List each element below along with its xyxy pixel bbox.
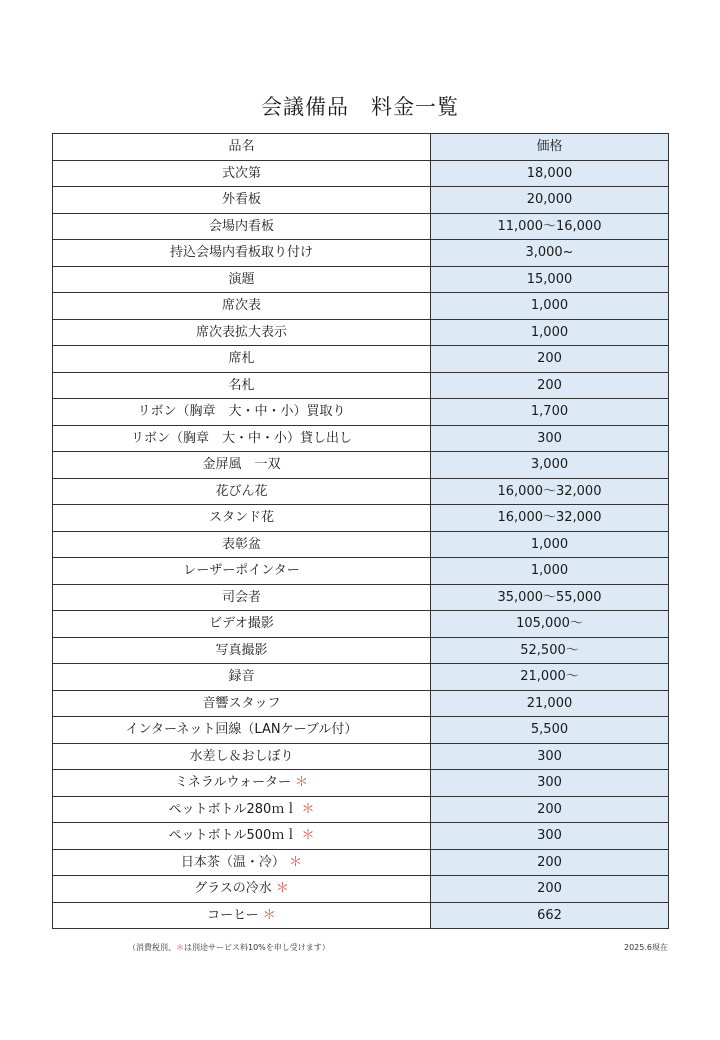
- table-header-row: [53, 134, 669, 161]
- item-name-cell: [53, 505, 431, 532]
- item-name-cell: [53, 611, 431, 638]
- item-name: 持込会場内看板取り付け: [169, 245, 313, 261]
- item-price: 662: [431, 902, 669, 929]
- item-name-cell: [53, 823, 431, 850]
- table-row: [53, 849, 669, 876]
- item-price: 20,000: [431, 187, 669, 214]
- table-row: [53, 531, 669, 558]
- item-name-cell: [53, 160, 431, 187]
- item-price: 3,000~: [431, 240, 669, 267]
- item-price: 200: [431, 372, 669, 399]
- item-name-cell: [53, 902, 431, 929]
- item-name: 司会者: [221, 589, 261, 605]
- item-price: 1,000: [431, 293, 669, 320]
- service-charge-star: ＊: [275, 881, 289, 897]
- item-name-cell: [53, 293, 431, 320]
- item-price: 300: [431, 425, 669, 452]
- service-charge-star: ＊: [262, 907, 276, 923]
- item-name-cell: [53, 452, 431, 479]
- column-header-price: 価格: [431, 134, 669, 161]
- service-charge-star: ＊: [301, 801, 315, 817]
- item-price: 200: [431, 876, 669, 903]
- table-body: [53, 160, 669, 929]
- table-row: [53, 293, 669, 320]
- item-name-cell: [53, 531, 431, 558]
- item-name-cell: [53, 346, 431, 373]
- table-row: [53, 266, 669, 293]
- footnote-text-before: （消費税別、: [128, 943, 176, 952]
- item-price: 300: [431, 823, 669, 850]
- item-name: ペットボトル280ｍｌ: [168, 801, 298, 817]
- item-name-cell: [53, 584, 431, 611]
- service-charge-star: ＊: [301, 828, 315, 844]
- item-price: 18,000: [431, 160, 669, 187]
- item-name-cell: [53, 664, 431, 691]
- item-name: 会場内看板: [208, 218, 274, 234]
- item-name-cell: [53, 558, 431, 585]
- table-row: [53, 160, 669, 187]
- table-row: [53, 187, 669, 214]
- footnote-text-after: は別途サービス料10%を申し受けます）: [184, 943, 330, 952]
- table-row: [53, 240, 669, 267]
- item-name: 式次第: [221, 165, 261, 181]
- table-row: [53, 372, 669, 399]
- table-row: [53, 584, 669, 611]
- item-name: 録音: [228, 669, 255, 685]
- item-price: 3,000: [431, 452, 669, 479]
- table-row: [53, 717, 669, 744]
- table-row: [53, 399, 669, 426]
- table-row: [53, 478, 669, 505]
- item-name: 音響スタッフ: [202, 695, 281, 711]
- item-price: 105,000～: [431, 611, 669, 638]
- table-row: [53, 743, 669, 770]
- table-row: [53, 637, 669, 664]
- item-price: 35,000～55,000: [431, 584, 669, 611]
- item-name-cell: [53, 743, 431, 770]
- item-price: 52,500～: [431, 637, 669, 664]
- table-row: [53, 823, 669, 850]
- page-title: [0, 91, 720, 121]
- table-row: [53, 876, 669, 903]
- item-name: 花びん花: [215, 483, 268, 499]
- item-price: 21,000～: [431, 664, 669, 691]
- table-row: [53, 425, 669, 452]
- item-name: リボン（胸章 大・中・小）買取り: [137, 404, 346, 420]
- item-name: 名札: [228, 377, 255, 393]
- table-row: [53, 213, 669, 240]
- table-row: [53, 505, 669, 532]
- item-name: グラスの冷水: [194, 881, 272, 897]
- column-header-name: 品名: [53, 134, 431, 161]
- item-price: 200: [431, 796, 669, 823]
- item-name-cell: [53, 187, 431, 214]
- item-name-cell: [53, 266, 431, 293]
- item-name: ミネラルウォーター: [174, 775, 291, 791]
- table-row: [53, 902, 669, 929]
- item-name: 席次表: [221, 298, 261, 314]
- item-name: 席次表拡大表示: [195, 324, 287, 340]
- item-name: 金屏風 一双: [202, 457, 281, 473]
- service-charge-star: ＊: [295, 775, 309, 791]
- table-row: [53, 346, 669, 373]
- item-price: 200: [431, 346, 669, 373]
- item-name: 写真撮影: [215, 642, 268, 658]
- item-price: 21,000: [431, 690, 669, 717]
- item-name: レーザーポインター: [183, 563, 300, 579]
- item-name: 水差し＆おしぼり: [189, 748, 294, 764]
- item-price: 11,000～16,000: [431, 213, 669, 240]
- item-price: 16,000～32,000: [431, 505, 669, 532]
- item-name: 演題: [228, 271, 255, 287]
- item-name-cell: [53, 213, 431, 240]
- table-row: [53, 319, 669, 346]
- as-of-date: 2025.6現在: [624, 943, 668, 952]
- title-part-1: 会議備品: [261, 95, 349, 119]
- item-name: リボン（胸章 大・中・小）貸し出し: [130, 430, 352, 446]
- item-name-cell: [53, 717, 431, 744]
- service-charge-star: ＊: [289, 854, 303, 870]
- item-name: 席札: [228, 351, 255, 367]
- item-price: 16,000～32,000: [431, 478, 669, 505]
- table-row: [53, 770, 669, 797]
- item-name-cell: [53, 796, 431, 823]
- item-name-cell: [53, 399, 431, 426]
- item-name-cell: [53, 849, 431, 876]
- item-price: 1,000: [431, 531, 669, 558]
- item-price: 1,000: [431, 319, 669, 346]
- footnote: [128, 942, 330, 953]
- item-name: スタンド花: [208, 510, 274, 526]
- item-price: 1,000: [431, 558, 669, 585]
- item-price: 200: [431, 849, 669, 876]
- table-row: [53, 558, 669, 585]
- title-part-2: 料金一覧: [371, 95, 459, 119]
- table-row: [53, 690, 669, 717]
- item-name: 日本茶（温・冷）: [180, 854, 285, 870]
- item-name-cell: [53, 637, 431, 664]
- item-price: 5,500: [431, 717, 669, 744]
- item-name-cell: [53, 478, 431, 505]
- item-name: 表彰盆: [221, 536, 261, 552]
- item-name: ペットボトル500ｍｌ: [168, 828, 298, 844]
- item-name-cell: [53, 240, 431, 267]
- table-row: [53, 611, 669, 638]
- item-name-cell: [53, 372, 431, 399]
- price-table: [52, 133, 669, 929]
- item-price: 1,700: [431, 399, 669, 426]
- item-name-cell: [53, 425, 431, 452]
- item-name-cell: [53, 876, 431, 903]
- item-name-cell: [53, 770, 431, 797]
- item-price: 15,000: [431, 266, 669, 293]
- item-name-cell: [53, 319, 431, 346]
- item-name: コーヒー: [207, 907, 259, 923]
- item-name: インターネット回線（LANケーブル付）: [125, 722, 358, 738]
- table-row: [53, 664, 669, 691]
- footnote-star: ＊: [176, 943, 184, 952]
- item-name: ビデオ撮影: [209, 616, 274, 632]
- item-price: 300: [431, 770, 669, 797]
- item-price: 300: [431, 743, 669, 770]
- table-row: [53, 452, 669, 479]
- table-row: [53, 796, 669, 823]
- item-name: 外看板: [221, 192, 261, 208]
- item-name-cell: [53, 690, 431, 717]
